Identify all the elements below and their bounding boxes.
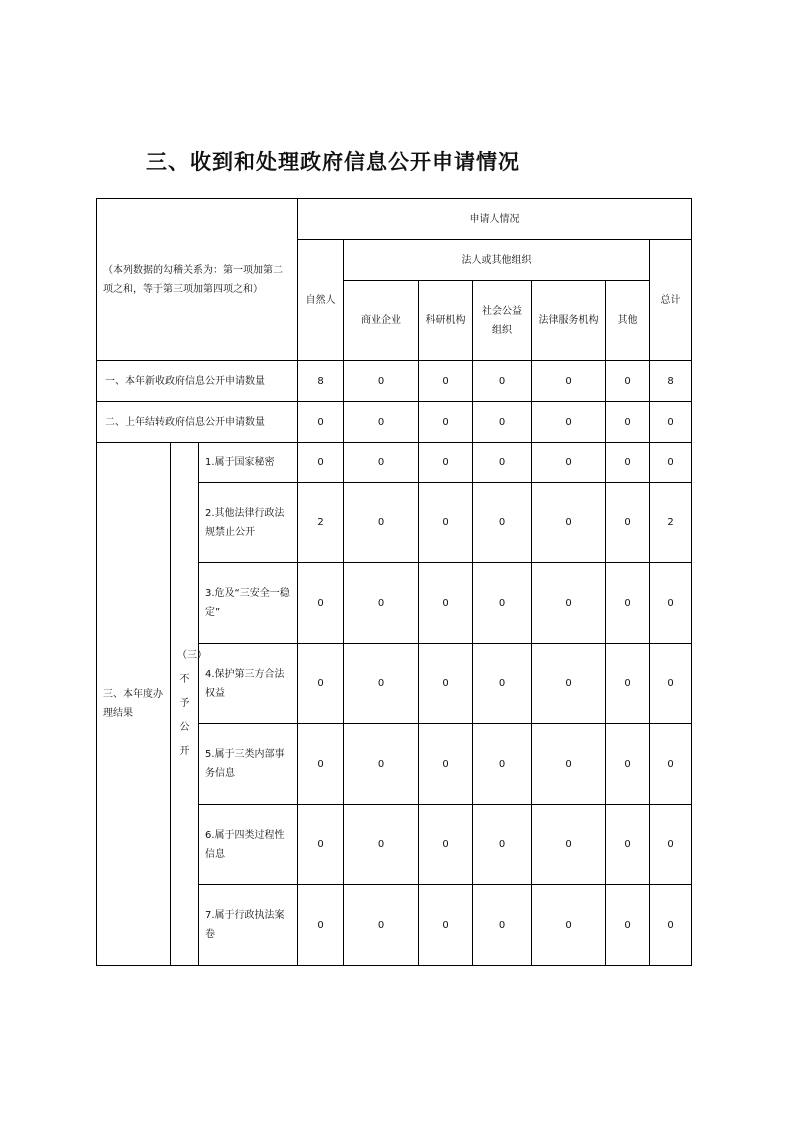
- cell-value: 0: [650, 805, 692, 885]
- row-label: 5.属于三类内部事务信息: [199, 724, 298, 805]
- cell-value: 0: [473, 361, 532, 402]
- cell-value: 0: [344, 361, 419, 402]
- row-label: 7.属于行政执法案卷: [199, 885, 298, 966]
- cell-value: 0: [473, 644, 532, 724]
- cell-value: 0: [344, 644, 419, 724]
- cell-value: 0: [532, 443, 606, 483]
- row-label: 2.其他法律行政法规禁止公开: [199, 483, 298, 563]
- cell-value: 8: [650, 361, 692, 402]
- cell-value: 0: [298, 724, 344, 805]
- cell-value: 0: [532, 724, 606, 805]
- cell-value: 0: [419, 402, 473, 443]
- cell-value: 0: [298, 563, 344, 644]
- table-note-cell: [97, 199, 298, 361]
- cell-value: 0: [344, 885, 419, 966]
- cell-value: 0: [606, 644, 650, 724]
- cell-value: 0: [473, 805, 532, 885]
- cell-value: 0: [650, 644, 692, 724]
- cell-value: 0: [344, 805, 419, 885]
- cell-value: 0: [606, 805, 650, 885]
- cell-value: 0: [532, 483, 606, 563]
- table-note: （本列数据的勾稽关系为：第一项加第二项之和，等于第三项加第四项之和）: [103, 264, 283, 295]
- table-row: [97, 443, 692, 483]
- natural-person-header: 自然人: [298, 240, 344, 361]
- cell-value: 0: [419, 483, 473, 563]
- cell-value: 0: [532, 361, 606, 402]
- cell-value: 0: [344, 563, 419, 644]
- cell-value: 0: [650, 885, 692, 966]
- cell-value: 8: [298, 361, 344, 402]
- cell-value: 0: [606, 483, 650, 563]
- cell-value: 0: [532, 805, 606, 885]
- cell-value: 0: [298, 644, 344, 724]
- cell-value: 0: [473, 724, 532, 805]
- cell-value: 0: [532, 402, 606, 443]
- cell-value: 0: [606, 724, 650, 805]
- row-label: 1.属于国家秘密: [199, 443, 298, 483]
- cell-value: 0: [606, 563, 650, 644]
- cell-value: 0: [419, 724, 473, 805]
- cell-value: 0: [419, 361, 473, 402]
- other-header: 其他: [606, 281, 650, 361]
- cell-value: 0: [532, 644, 606, 724]
- legal-persons-header: 法人或其他组织: [344, 240, 650, 281]
- cell-value: 0: [532, 885, 606, 966]
- cell-value: 0: [606, 402, 650, 443]
- row-label: 二、上年结转政府信息公开申请数量: [97, 402, 298, 443]
- table-row: [97, 402, 692, 443]
- social-welfare-header: 社会公益组织: [473, 281, 532, 361]
- applicant-situation-header: 申请人情况: [298, 199, 692, 240]
- cell-value: 2: [298, 483, 344, 563]
- cell-value: 0: [473, 885, 532, 966]
- cell-value: 0: [473, 483, 532, 563]
- row-label: 一、本年新收政府信息公开申请数量: [97, 361, 298, 402]
- total-header: 总计: [650, 240, 692, 361]
- research-header: 科研机构: [419, 281, 473, 361]
- cell-value: 0: [473, 443, 532, 483]
- cell-value: 0: [419, 563, 473, 644]
- cell-value: 0: [298, 885, 344, 966]
- cell-value: 0: [532, 563, 606, 644]
- cell-value: 0: [344, 483, 419, 563]
- row-label: 4.保护第三方合法权益: [199, 644, 298, 724]
- business-header: 商业企业: [344, 281, 419, 361]
- row-label: 6.属于四类过程性信息: [199, 805, 298, 885]
- row-label: 3.危及“三安全一稳定”: [199, 563, 298, 644]
- cell-value: 0: [473, 402, 532, 443]
- cell-value: 0: [419, 644, 473, 724]
- cell-value: 0: [344, 402, 419, 443]
- cell-value: 0: [419, 443, 473, 483]
- section-sub-label: （三）不予公开: [171, 443, 199, 966]
- page-title: 三、收到和处理政府信息公开申请情况: [146, 150, 520, 174]
- legal-service-header: 法律服务机构: [532, 281, 606, 361]
- cell-value: 0: [298, 443, 344, 483]
- cell-value: 0: [419, 885, 473, 966]
- cell-value: 0: [344, 724, 419, 805]
- cell-value: 2: [650, 483, 692, 563]
- cell-value: 0: [298, 805, 344, 885]
- cell-value: 0: [650, 402, 692, 443]
- cell-value: 0: [650, 724, 692, 805]
- cell-value: 0: [606, 361, 650, 402]
- cell-value: 0: [650, 563, 692, 644]
- cell-value: 0: [606, 885, 650, 966]
- cell-value: 0: [344, 443, 419, 483]
- table-row: [97, 361, 692, 402]
- cell-value: 0: [298, 402, 344, 443]
- cell-value: 0: [606, 443, 650, 483]
- cell-value: 0: [650, 443, 692, 483]
- cell-value: 0: [473, 563, 532, 644]
- cell-value: 0: [419, 805, 473, 885]
- section-label: 三、本年度办理结果: [97, 443, 171, 966]
- info-request-table: [96, 198, 692, 966]
